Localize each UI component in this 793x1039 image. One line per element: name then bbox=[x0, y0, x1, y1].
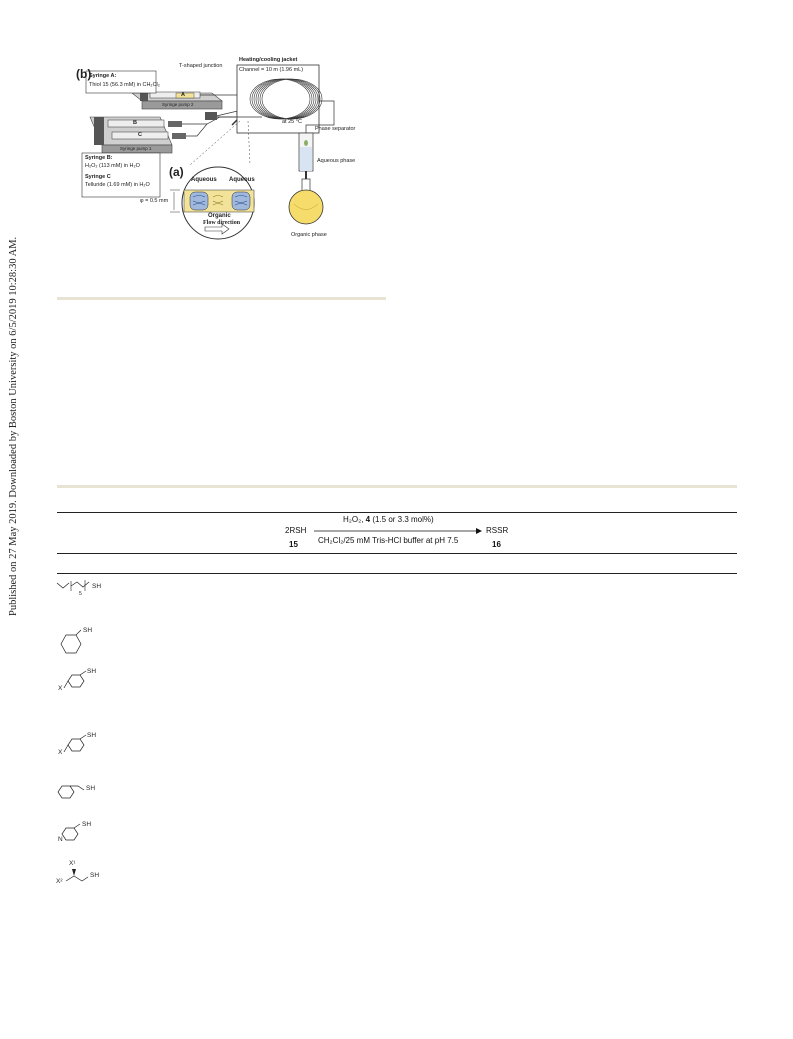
ethanethiol-sh: SH bbox=[90, 872, 100, 879]
benzyl-thiol-skeleton bbox=[56, 780, 106, 804]
aqueous-left-label: Aqueous bbox=[191, 177, 217, 183]
syringe-a-title: Syringe A: bbox=[89, 73, 117, 79]
pump-1-label: Syringe pump 1 bbox=[120, 146, 152, 151]
syringe-b-desc: H₂O₂ (113 mM) in H₂O bbox=[85, 163, 140, 169]
organic-phase-label: Organic phase bbox=[291, 232, 327, 238]
cyclohexanethiol-sh: SH bbox=[83, 627, 93, 634]
pump-2-label: Syringe pump 2 bbox=[162, 102, 194, 107]
jacket-title: Heating/cooling jacket bbox=[239, 57, 298, 63]
aqueous-phase-label: Aqueous phase bbox=[317, 158, 356, 164]
table-rule-2 bbox=[57, 553, 737, 554]
syringe-b-tag: B bbox=[133, 120, 137, 126]
syringe-a-desc: Thiol 15 (56.3 mM) in CH₂Cl₂ bbox=[89, 82, 160, 88]
panel-b-label: (b) bbox=[76, 67, 92, 81]
syringe-c-tag: C bbox=[138, 132, 142, 138]
table-rule-3 bbox=[57, 573, 737, 574]
structure-benzyl-thiol bbox=[56, 780, 106, 804]
reactant-number: 15 bbox=[289, 540, 298, 549]
flow-direction-label: Flow direction bbox=[203, 220, 241, 226]
heating-jacket-box bbox=[237, 65, 319, 133]
thiophenol-1-sh: SH bbox=[87, 668, 97, 675]
temperature-label: at 25 °C bbox=[282, 119, 302, 125]
syringe-c-title: Syringe C bbox=[85, 174, 111, 180]
structure-cyclohexanethiol bbox=[56, 627, 106, 657]
reaction-arrow bbox=[314, 527, 482, 535]
flow-reactor-figure bbox=[72, 55, 382, 255]
thiophenol-ring-1 bbox=[56, 668, 106, 694]
pyridine-thiol-sh: SH bbox=[82, 821, 92, 828]
benzyl-thiol-sh: SH bbox=[86, 785, 96, 792]
phase-separator-label: Phase separator bbox=[315, 126, 356, 132]
ethanethiol-x1: X¹ bbox=[69, 860, 76, 867]
panel-a-label: (a) bbox=[169, 165, 184, 179]
reagent-bottom: CH₂Cl₂/25 mM Tris-HCl buffer at pH 7.5 bbox=[318, 536, 459, 545]
table-rule-1 bbox=[57, 512, 737, 513]
cyclohexane-ring bbox=[56, 627, 106, 657]
thiophenol-1-x: X bbox=[58, 685, 63, 692]
structure-thiophenol-1 bbox=[56, 668, 106, 694]
structure-pyridine-thiol bbox=[56, 820, 106, 846]
syringe-b-title: Syringe B: bbox=[85, 155, 113, 161]
structure-thiophenol-2 bbox=[56, 732, 106, 760]
thiophenol-2-x: X bbox=[58, 749, 63, 756]
phi-label: φ = 0.5 mm bbox=[140, 198, 169, 204]
product-label: RSSR bbox=[486, 526, 509, 535]
organic-label: Organic bbox=[208, 213, 231, 219]
ethanethiol-skeleton bbox=[56, 860, 116, 890]
thiophenol-ring-2 bbox=[56, 732, 106, 760]
figure-bottom-rule bbox=[57, 297, 386, 300]
structure-octanethiol bbox=[55, 578, 115, 602]
aqueous-right-label: Aqueous bbox=[229, 177, 255, 183]
ethanethiol-x2: X² bbox=[56, 878, 63, 885]
octanethiol-repeat-5: 5 bbox=[79, 591, 82, 597]
structure-substituted-ethanethiol bbox=[56, 860, 116, 890]
t-junction-block bbox=[205, 112, 217, 120]
reagent-top: H₂O₂, 4 (1.5 or 3.3 mol%) bbox=[343, 515, 434, 524]
t-junction-label: T-shaped junction bbox=[179, 63, 223, 69]
download-side-note: Published on 27 May 2019. Downloaded by Boston University on 6/5/2019 10:28:30 AM. bbox=[8, 236, 19, 616]
thiophenol-2-sh: SH bbox=[87, 732, 97, 739]
collection-flask bbox=[289, 179, 323, 224]
syringe-c-desc: Telluride (1.69 mM) in H₂O bbox=[85, 182, 150, 188]
jacket-channel: Channel = 10 m (1.96 mL) bbox=[239, 67, 304, 73]
pyridine-ring bbox=[56, 820, 106, 846]
product-number: 16 bbox=[492, 540, 501, 549]
octanethiol-sh: SH bbox=[92, 583, 102, 590]
octanethiol-skeleton bbox=[55, 578, 115, 602]
table-top-rule bbox=[57, 485, 737, 488]
pyridine-n: N bbox=[58, 836, 63, 843]
reactant-label: 2RSH bbox=[285, 526, 307, 535]
syringe-a-tag: A bbox=[181, 92, 185, 98]
